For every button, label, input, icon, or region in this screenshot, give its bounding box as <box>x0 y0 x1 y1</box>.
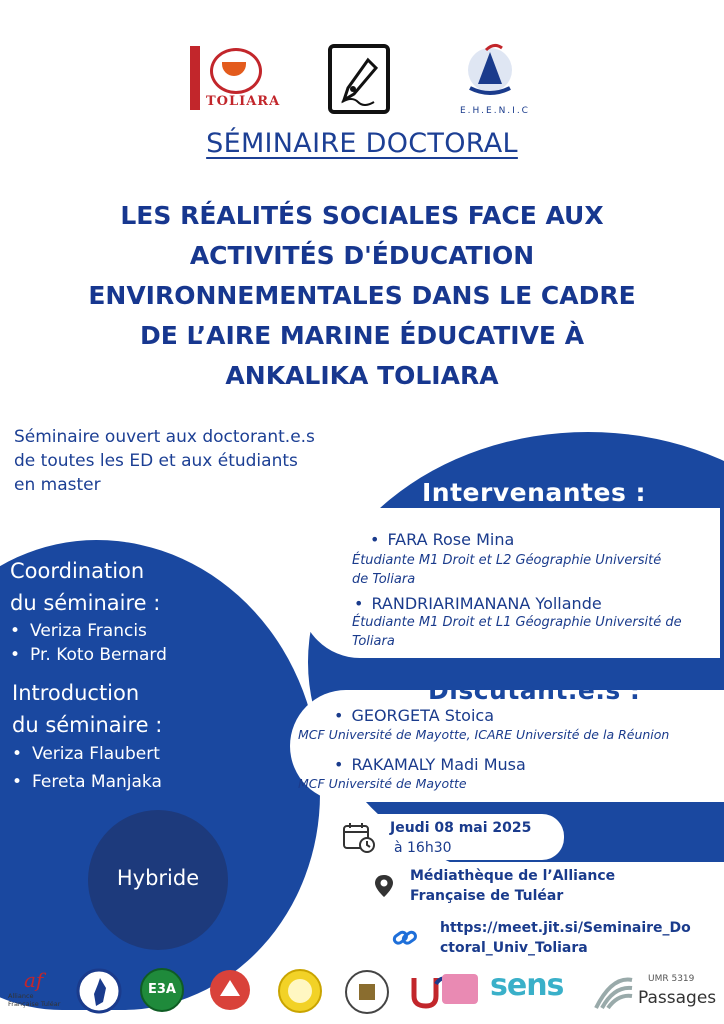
pen-logo <box>328 44 390 114</box>
seminar-title <box>60 196 664 396</box>
coordinator: • Pr. Koto Bernard <box>10 643 167 667</box>
title-line: ANKALIKA TOLIARA <box>225 361 499 390</box>
discussant-item <box>298 706 669 744</box>
meeting-link-line: https://meet.jit.si/Seminaire_Do <box>440 920 691 936</box>
discussant-name: • GEORGETA Stoica <box>334 706 669 725</box>
pink-institution-logo <box>442 968 482 1016</box>
title-line: ENVIRONNEMENTALES DANS LE CADRE <box>88 281 636 310</box>
coordination-heading-line: du séminaire : <box>10 591 161 615</box>
madagascar-seal-logo <box>76 968 122 1016</box>
mode-label: Hybride <box>116 866 200 890</box>
introducer: • Fereta Manjaka <box>12 768 162 796</box>
title-line: LES RÉALITÉS SOCIALES FACE AUX <box>120 201 604 230</box>
venue-line: Française de Tuléar <box>410 888 564 904</box>
link-icon <box>392 926 418 950</box>
venue-line: Médiathèque de l’Alliance <box>410 868 616 884</box>
coordination-heading-line: Coordination <box>10 559 145 583</box>
speaker-role-line: de Toliara <box>352 572 416 587</box>
audience-line: Séminaire ouvert aux doctorant.e.s <box>14 427 315 447</box>
yellow-institution-logo <box>276 968 326 1016</box>
discussant-role: MCF Université de Mayotte <box>298 776 467 791</box>
discussant-name: • RAKAMALY Madi Musa <box>334 755 526 774</box>
audience-line: de toutes les ED et aux étudiants <box>14 451 298 471</box>
ehenic-logo <box>456 40 530 116</box>
alliance-logo-text: Alliance Française Tuléar <box>8 992 61 1008</box>
venue-pill <box>362 862 724 908</box>
speaker-role-line: Étudiante M1 Droit et L1 Géographie Université de <box>352 615 682 630</box>
audience-text <box>14 425 374 497</box>
umr-passages-logo <box>592 968 724 1016</box>
speaker-item <box>352 530 661 589</box>
introduction-heading-line: Introduction <box>12 681 140 705</box>
e3a-logo-text: E3A <box>140 968 184 1012</box>
speaker-name: • FARA Rose Mina <box>370 530 661 549</box>
sens-logo-text: sens <box>490 968 564 1003</box>
introduction-list <box>12 740 162 796</box>
event-time: à 16h30 <box>394 840 452 856</box>
umr-label: UMR 5319 <box>648 974 695 984</box>
meeting-link-line: ctoral_Univ_Toliara <box>440 940 588 956</box>
coordinator: • Veriza Francis <box>10 619 167 643</box>
red-institution-logo <box>206 968 256 1016</box>
alliance-francaise-logo: af Alliance Française Tuléar <box>8 968 68 1016</box>
university-toliara-logo <box>190 40 280 116</box>
speaker-role-line: Toliara <box>352 634 395 649</box>
university-logo-text: TOLIARA <box>206 94 281 109</box>
speaker-name: • RANDRIARIMANANA Yollande <box>354 594 682 613</box>
coordination-list <box>10 619 167 667</box>
introducer: • Veriza Flaubert <box>12 740 162 768</box>
introduction-heading <box>12 677 162 741</box>
discussant-role: MCF Université de Mayotte, ICARE Université de la Réunion <box>298 727 670 742</box>
event-date: Jeudi 08 mai 2025 <box>390 820 532 836</box>
seminar-type-heading: SÉMINAIRE DOCTORAL <box>206 128 518 159</box>
title-line: DE L’AIRE MARINE ÉDUCATIVE À <box>139 321 585 350</box>
speakers-heading: Intervenantes : <box>422 478 647 507</box>
discussant-item <box>298 755 526 793</box>
coordination-heading <box>10 555 160 619</box>
passages-label: Passages <box>638 988 717 1008</box>
title-line: ACTIVITÉS D'ÉDUCATION <box>189 241 535 270</box>
location-pin-icon <box>374 874 394 898</box>
discussants-heading: Discutant.e.s : <box>428 676 641 705</box>
speaker-item <box>352 594 682 651</box>
date-pill <box>334 814 564 860</box>
link-pill[interactable] <box>384 914 724 962</box>
sens-logo <box>490 968 570 1016</box>
doctoral-school-logo <box>344 968 390 1016</box>
introduction-heading-line: du séminaire : <box>12 713 163 737</box>
calendar-clock-icon <box>342 820 376 854</box>
audience-line: en master <box>14 475 101 495</box>
meeting-link[interactable] <box>440 918 691 958</box>
ehenic-logo-text: E.H.E.N.I.C <box>460 106 530 116</box>
speaker-role-line: Étudiante M1 Droit et L2 Géographie Université <box>352 553 662 568</box>
e3a-logo <box>140 968 186 1016</box>
